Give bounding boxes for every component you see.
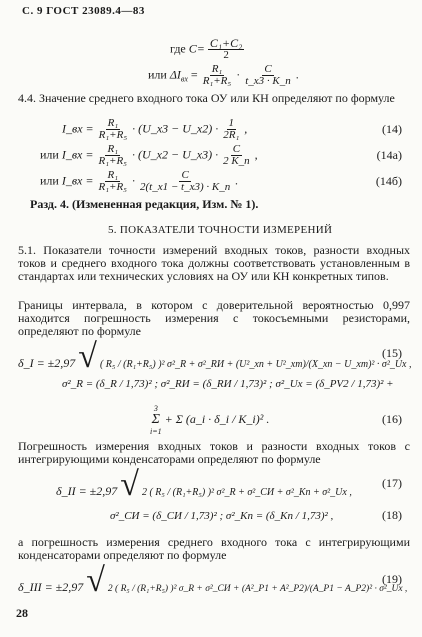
- formula-c-den: 2: [223, 49, 229, 61]
- eq14-mid: · (U_x3 − U_x2) ·: [132, 121, 219, 136]
- eq14b-f1-num: R₁: [107, 169, 119, 181]
- formula-delta-eq: =: [190, 67, 198, 82]
- eq14a-f1-num: R₁: [107, 143, 119, 155]
- formula-c-lead: где: [170, 41, 186, 56]
- eq14-f2-num: 1: [228, 117, 234, 129]
- formula-delta: [148, 64, 299, 87]
- sqrt-sign: √: [78, 338, 97, 375]
- paragraph-5-1: 5.1. Показатели точности измерений входных токов, разности входных токов и среднего входного тока должны соответствовать установленным в стандартах или технических условиях на ОУ или КН конкретных типов.: [18, 243, 410, 284]
- equation-14a: [40, 144, 412, 167]
- eq14a-f2-num: C: [232, 143, 241, 155]
- eq14-lhs: I_вх =: [62, 121, 94, 136]
- formula-delta-lhs-sub: вх: [180, 74, 188, 84]
- equation-16-line1: σ²_R = (δ_R / 1,73)² ; σ²_RИ = (δ_RИ / 1,73)² ; σ²_Ux = (δ_PV2 / 1,73)² +: [62, 378, 394, 390]
- equation-14: [62, 118, 412, 141]
- eq16-line2-body: + Σ (a_i · δ_i / K_i)² .: [164, 411, 270, 426]
- eq17-lhs: δ_II = ±2,97: [56, 484, 118, 498]
- formula-delta-frac2-den: t_x3 · K_п: [245, 75, 291, 87]
- sqrt-sign: √: [86, 562, 105, 599]
- eq18-body: σ²_CИ = (δ_CИ / 1,73)² ; σ²_Kп = (δ_Kп / 1,73)² ,: [110, 510, 334, 522]
- eq14-number: (14): [382, 122, 402, 136]
- eq14b-number: (14б): [375, 174, 402, 188]
- formula-delta-dot: ·: [236, 67, 241, 82]
- eq14b-f2-den: 2(t_x1 − t_x3) · K_п: [140, 181, 231, 193]
- sum-lower-limit: i=1: [150, 427, 162, 436]
- eq14b-lead: или: [40, 173, 59, 188]
- formula-delta-lead: или: [148, 67, 167, 82]
- page-header: С. 9 ГОСТ 23089.4—83: [22, 5, 145, 17]
- eq19-lhs: δ_III = ±2,97: [18, 580, 84, 594]
- sum-sign: 3 Σ i=1: [150, 404, 162, 436]
- eq14a-lead: или: [40, 147, 59, 162]
- eq19-body: 2 ( R₅ / (R₁+R₅) )² σ_R + σ²_CИ + (A²_P1 + A²_P2)/(A_P1 − A_P2)² · σ²_Ux ,: [107, 584, 408, 594]
- eq14b-mid: ·: [132, 173, 135, 188]
- eq19-number: (19): [382, 572, 402, 586]
- eq14-f1-num: R₁: [107, 117, 119, 129]
- page-number: 28: [16, 606, 28, 620]
- paragraph-integrating: Погрешность измерения входных токов и разности входных токов с интегрирующими конденсаторами определяют по формуле: [18, 439, 410, 467]
- sum-upper-limit: 3: [153, 404, 158, 413]
- formula-delta-frac2-num: C: [264, 63, 272, 75]
- eq14b-f1-den: R₁+R₅: [98, 181, 127, 193]
- eq14b-end: .: [235, 173, 239, 188]
- equation-15: [18, 338, 412, 375]
- section-4-note: Разд. 4. (Измененная редакция, Изм. № 1).: [30, 197, 259, 211]
- formula-delta-frac1-num: R₁: [211, 63, 223, 75]
- paragraph-4-4: 4.4. Значение среднего входного тока ОУ или КН определяют по формуле: [18, 91, 395, 105]
- eq18-number: (18): [382, 508, 402, 522]
- formula-delta-frac1-den: R₁+R₅: [202, 75, 232, 87]
- eq14a-f1-den: R₁+R₅: [98, 155, 127, 167]
- formula-delta-end: .: [295, 67, 299, 82]
- eq15-number: (15): [382, 346, 402, 360]
- formula-delta-lhs: ΔI: [169, 67, 181, 82]
- section-5-heading: 5. ПОКАЗАТЕЛИ ТОЧНОСТИ ИЗМЕРЕНИЙ: [108, 224, 333, 236]
- eq14-end: ,: [244, 121, 248, 136]
- equation-14b: [40, 170, 412, 193]
- formula-c-fraction: [208, 38, 244, 61]
- eq17-body: 2 ( R₅ / (R₁+R₅) )² σ²_R + σ²_CИ + σ²_Kп + σ²_Ux ,: [141, 487, 352, 498]
- eq14a-lhs: I_вх =: [61, 147, 94, 162]
- paragraph-bounds: Границы интервала, в котором с доверительной вероятностью 0,997 находится погрешность измерения с токосъемными резисторами, определяют по формуле: [18, 298, 410, 339]
- formula-delta-frac2: [243, 64, 293, 87]
- eq14a-mid: · (U_x2 − U_x3) ·: [132, 147, 219, 162]
- paragraph-average: а погрешность измерения среднего входного тока с интегрирующими конденсаторами определяют по формуле: [18, 535, 410, 563]
- equation-18: [110, 508, 412, 523]
- equation-19: [18, 562, 412, 599]
- formula-c-num: C₁+C₂: [209, 36, 243, 50]
- eq17-number: (17): [382, 476, 402, 490]
- sqrt-sign: √: [120, 466, 139, 503]
- equation-17: [56, 466, 412, 503]
- equation-16-line2: [150, 404, 412, 436]
- eq15-lhs: δ_I = ±2,97: [18, 356, 76, 370]
- eq14b-f2-num: C: [181, 169, 189, 181]
- formula-c-lhs: C=: [188, 41, 205, 56]
- eq14a-number: (14а): [376, 148, 402, 162]
- eq14-f1-den: R₁+R₅: [98, 129, 128, 141]
- eq14a-f2-den: 2 K_п: [223, 155, 250, 167]
- eq15-body: ( R₅ / (R₁+R₅) )² σ²_R + σ²_RИ + (U²_xп + U²_xm)/(X_xп − U_xm)² · σ²_Ux ,: [99, 359, 412, 370]
- eq14a-end: ,: [254, 147, 258, 162]
- eq16-number: (16): [382, 412, 402, 426]
- eq14b-lhs: I_вх =: [61, 173, 94, 188]
- eq14-f2-den: 2R₁: [223, 129, 240, 141]
- formula-delta-frac1: [201, 64, 234, 87]
- formula-c: [170, 38, 244, 61]
